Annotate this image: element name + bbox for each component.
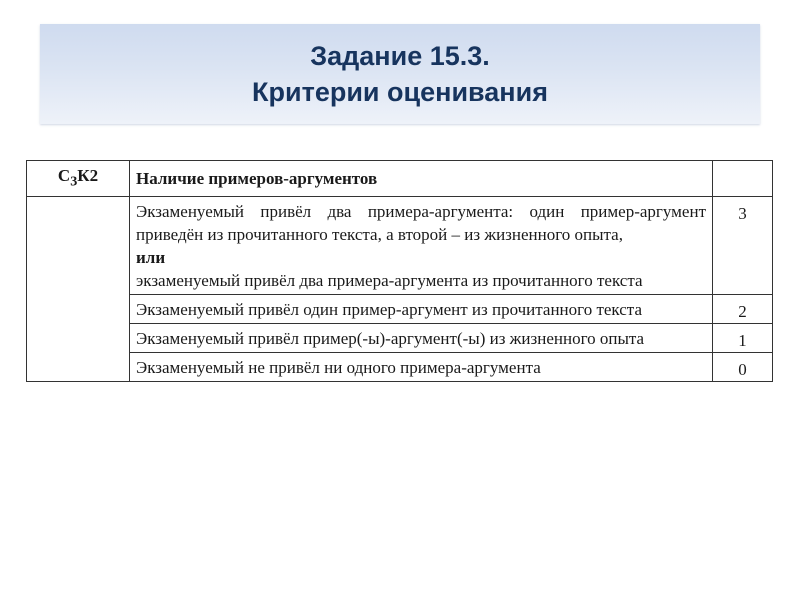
criterion-code — [27, 161, 130, 197]
criterion-description: Экзаменуемый привёл один пример-аргумент из прочитанного текста — [130, 295, 713, 324]
score-value: 0 — [713, 353, 773, 382]
code-column-blank — [27, 197, 130, 382]
description-part-1: Экзаменуемый привёл два примера-аргумента: один пример-аргумент приведён из прочитанного текста, а второй – из жизненного опыта, — [136, 202, 706, 245]
score-value: 1 — [713, 324, 773, 353]
criteria-table — [26, 160, 773, 382]
criterion-title: Наличие примеров-аргументов — [130, 161, 713, 197]
criterion-code-subscript: 3 — [70, 173, 78, 190]
score-value: 2 — [713, 295, 773, 324]
table-row — [27, 324, 773, 353]
criterion-code-prefix: С — [57, 166, 71, 185]
table-row — [27, 295, 773, 324]
criterion-code-suffix: К2 — [77, 166, 99, 185]
title-banner — [40, 24, 760, 124]
table-row — [27, 353, 773, 382]
title-line-2: Критерии оценивания — [252, 77, 548, 107]
score-value: 3 — [713, 197, 773, 295]
criterion-description — [130, 197, 713, 295]
header-score-cell — [713, 161, 773, 197]
description-connector: или — [136, 248, 166, 268]
title-line-1: Задание 15.3. — [310, 41, 490, 71]
table-row — [27, 197, 773, 295]
criterion-description: Экзаменуемый не привёл ни одного примера-аргумента — [130, 353, 713, 382]
criterion-description: Экзаменуемый привёл пример(-ы)-аргумент(-ы) из жизненного опыта — [130, 324, 713, 353]
header-row — [27, 161, 773, 197]
description-part-2: экзаменуемый привёл два примера-аргумента из прочитанного текста — [136, 271, 643, 291]
